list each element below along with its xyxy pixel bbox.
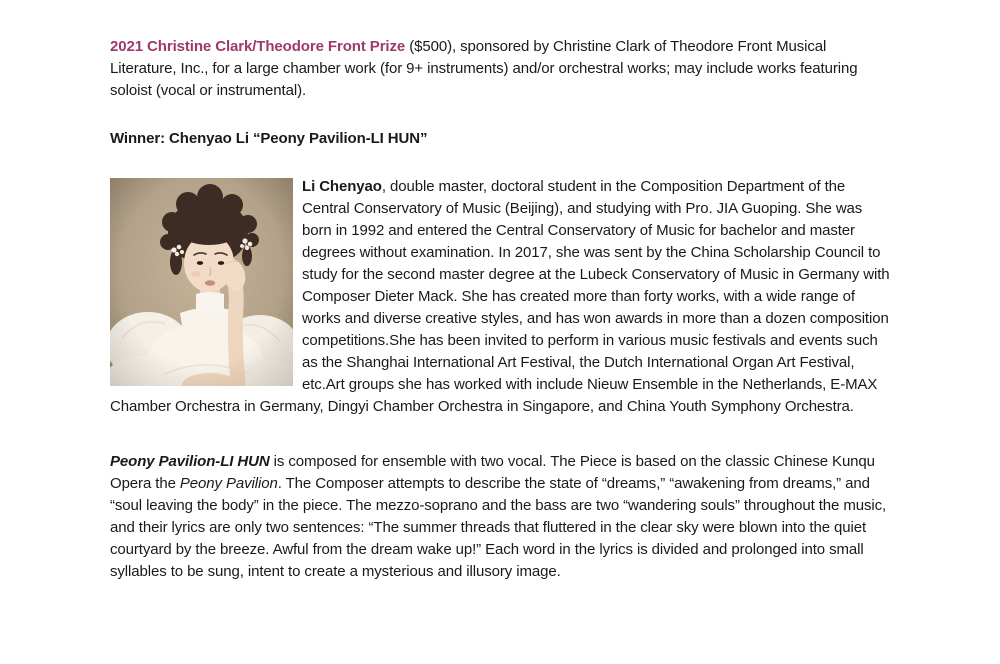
bio-lead-name: Li Chenyao [302, 178, 382, 195]
bio-paragraph [110, 176, 892, 418]
prize-paragraph [110, 36, 892, 102]
piece-title: Peony Pavilion-LI HUN [110, 453, 270, 470]
piece-text-1: is composed for ensemble with two vocal. The Piece is based on the classic Chinese Kunqu Opera the [110, 453, 875, 492]
document-page [110, 36, 892, 609]
piece-paragraph [110, 451, 892, 583]
bio-text: , double master, doctoral student in the Composition Department of the Central Conservatory of Music (Beijing), and studying with Pro. JIA Guoping. She was born in 1992 and entered the Central Conservatory of Music for bachelor and master degrees without examination. In 2017, she was sent by the China Scholarship Council to study for the second master degree at the Lubeck Conservatory of Music in Germany with Composer Dieter Mack. She has created more than forty works, with a wide range of works and diverse creative styles, and has won awards in more than a dozen composition competitions.She has been invited to perform in various music festivals and events such as the Shanghai International Art Festival, the Dutch International Organ Art Festival, etc.Art groups she has worked with include Nieuw Ensemble in the Netherlands, E-MAX Chamber Orchestra in Germany, Dingyi Chamber Orchestra in Singapore, and China Youth Symphony Orchestra. [110, 178, 890, 415]
winner-portrait-photo [110, 178, 293, 386]
opera-title: Peony Pavilion [179, 475, 278, 492]
prize-title: 2021 Christine Clark/Theodore Front Prize [110, 38, 406, 55]
piece-text-2: . The Composer attempts to describe the state of “dreams,” “awakening from dreams,” and “soul leaving the body” in the piece. The mezzo-soprano and the bass are two “wandering souls” throughout the music, and their lyrics are only two sentences: “The summer threads that fluttered in the clear sky were blown into the quiet courtyard by the breeze. Awful from the dream wake up!” Each word in the lyrics is divided and prolonged into small syllables to be sung, intent to create a mysterious and illusory image. [110, 475, 887, 580]
winner-heading: Winner: Chenyao Li “Peony Pavilion-LI HUN” [110, 130, 428, 147]
prize-description: ($500), sponsored by Christine Clark of Theodore Front Musical Literature, Inc., for a large chamber work (for 9+ instruments) and/or orchestral works; may include works featuring soloist (vocal or instrumental). [110, 38, 858, 99]
portrait-illustration [110, 178, 293, 386]
